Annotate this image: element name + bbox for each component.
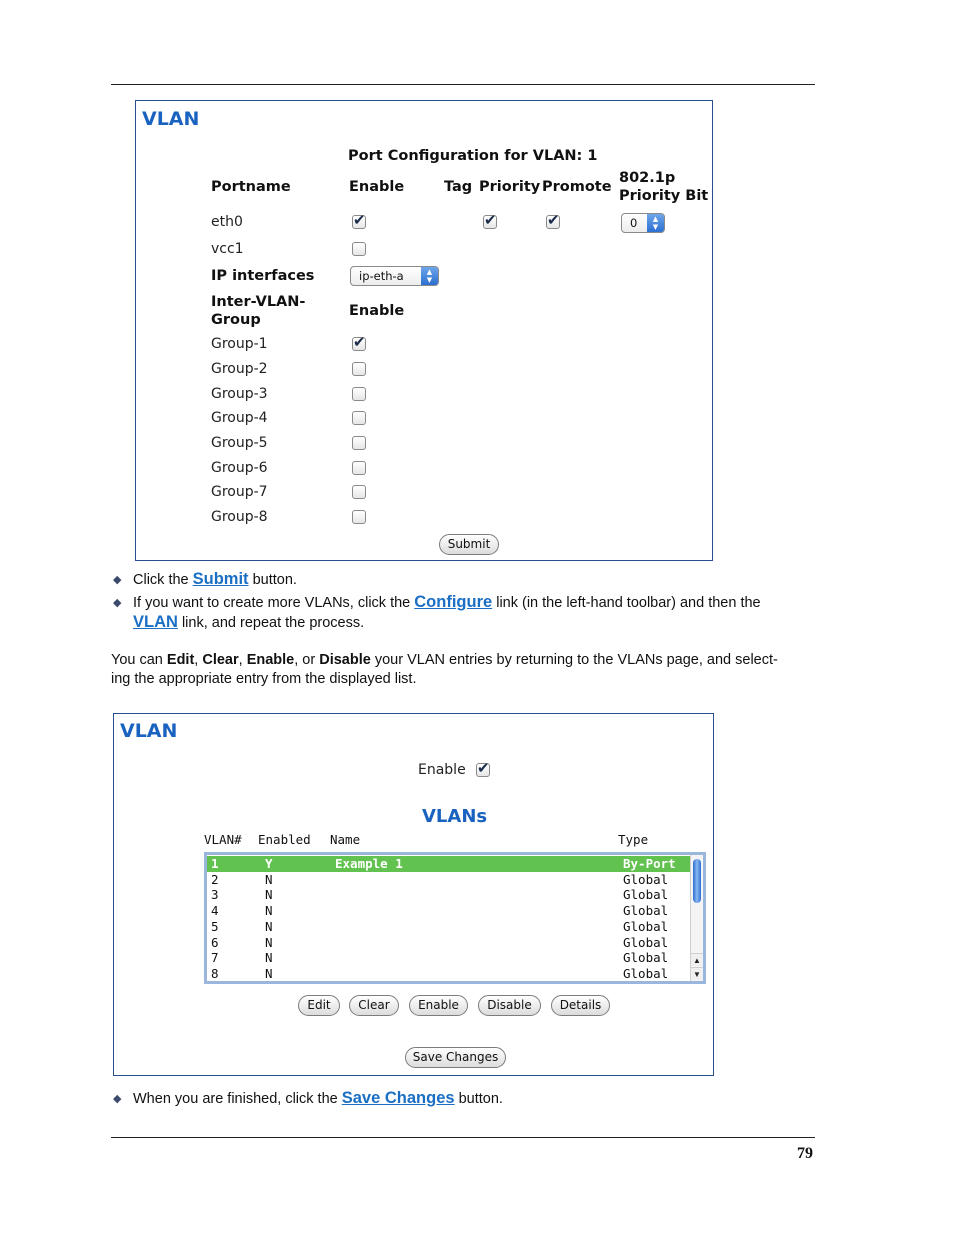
global-enable-checkbox[interactable] xyxy=(476,763,490,777)
promote-header: Promote xyxy=(542,179,612,195)
panel-title: VLAN xyxy=(142,108,200,130)
listbox-scrollbar[interactable] xyxy=(690,855,703,981)
save-changes-link[interactable]: Save Changes xyxy=(341,1089,455,1107)
enable-header: Enable xyxy=(349,179,405,195)
col-header-name: Name xyxy=(330,832,361,847)
table-row[interactable]: 8 N Global xyxy=(211,965,669,981)
scroll-down-arrow-icon[interactable]: ▼ xyxy=(691,967,703,980)
group-name: Group-6 xyxy=(211,460,268,476)
portname-header: Portname xyxy=(211,179,291,195)
group-name: Group-1 xyxy=(211,336,268,352)
vlan-port-config-panel xyxy=(135,100,713,561)
eth0-priority-bit-select[interactable] xyxy=(621,213,665,233)
ip-interfaces-label: IP interfaces xyxy=(211,268,315,284)
group-3-checkbox[interactable] xyxy=(352,387,366,401)
scroll-up-arrow-icon[interactable]: ▲ xyxy=(691,953,703,966)
vlans-list-panel xyxy=(113,713,714,1076)
vlan-link[interactable]: VLAN xyxy=(133,613,178,631)
ip-interface-select[interactable] xyxy=(350,266,439,286)
group-name: Group-3 xyxy=(211,386,268,402)
table-row[interactable]: 2 N Global xyxy=(211,871,669,887)
bottom-rule xyxy=(111,1137,815,1138)
bullet-diamond-icon: ◆ xyxy=(113,574,122,586)
group-8-checkbox[interactable] xyxy=(352,510,366,524)
group-4-checkbox[interactable] xyxy=(352,411,366,425)
edit-button[interactable]: Edit xyxy=(298,995,340,1016)
table-row[interactable]: 4 N Global xyxy=(211,903,669,919)
disable-button[interactable]: Disable xyxy=(478,995,541,1016)
group-5-checkbox[interactable] xyxy=(352,436,366,450)
updown-arrow-icon: ▲ ▼ xyxy=(647,214,664,232)
scrollbar-thumb[interactable] xyxy=(693,859,701,903)
col-header-type: Type xyxy=(618,832,649,847)
eth0-tag-checkbox[interactable] xyxy=(483,215,497,229)
bullet-submit-text: Click the Submit button. xyxy=(133,570,297,588)
clear-button[interactable]: Clear xyxy=(349,995,399,1016)
table-row[interactable]: 7 N Global xyxy=(211,950,669,966)
updown-arrow-icon: ▲ ▼ xyxy=(421,267,438,285)
submit-link[interactable]: Submit xyxy=(192,570,249,588)
bullet-save-text: When you are finished, click the Save Changes button. xyxy=(133,1089,503,1107)
vcc1-enable-checkbox[interactable] xyxy=(352,242,366,256)
group-2-checkbox[interactable] xyxy=(352,362,366,376)
bullet-configure-text-line1: If you want to create more VLANs, click the Configure link (in the left-hand toolbar) and then the xyxy=(133,593,761,611)
group-name: Group-8 xyxy=(211,509,268,525)
group-name: Group-7 xyxy=(211,484,268,500)
panel-title: VLAN xyxy=(120,720,178,742)
tag-header: Tag xyxy=(444,179,473,195)
priority-bit-header-line1: 802.1p xyxy=(619,170,676,186)
enable-button[interactable]: Enable xyxy=(409,995,468,1016)
group-name: Group-4 xyxy=(211,410,268,426)
group-6-checkbox[interactable] xyxy=(352,461,366,475)
paragraph-line1: You can Edit, Clear, Enable, or Disable your VLAN entries by returning to the VLANs page, and select- xyxy=(111,652,778,668)
priority-bit-header-line2: Priority Bit xyxy=(619,188,709,204)
details-button[interactable]: Details xyxy=(551,995,610,1016)
inter-vlan-group-header-line1: Inter-VLAN- xyxy=(211,294,306,310)
group-1-checkbox[interactable] xyxy=(352,337,366,351)
port-name-eth0: eth0 xyxy=(211,214,243,230)
priority-header: Priority xyxy=(479,179,541,195)
page-number: 79 xyxy=(797,1145,813,1162)
port-name-vcc1: vcc1 xyxy=(211,241,244,257)
port-config-heading: Port Configuration for VLAN: 1 xyxy=(348,148,598,164)
paragraph-line2: ing the appropriate entry from the displayed list. xyxy=(111,671,417,687)
configure-link[interactable]: Configure xyxy=(414,593,493,611)
group-name: Group-5 xyxy=(211,435,268,451)
vlan-listbox[interactable] xyxy=(204,852,706,984)
priority-bit-value: 0 xyxy=(630,216,638,230)
global-enable-label: Enable xyxy=(418,762,466,778)
col-header-enabled: Enabled xyxy=(258,832,311,847)
table-row[interactable]: 1 Y Example 1 By-Port xyxy=(207,856,691,872)
group-enable-header: Enable xyxy=(349,303,405,319)
bullet-diamond-icon: ◆ xyxy=(113,597,122,609)
table-row[interactable]: 5 N Global xyxy=(211,918,669,934)
group-7-checkbox[interactable] xyxy=(352,485,366,499)
inter-vlan-group-header-line2: Group xyxy=(211,312,261,328)
ip-interface-value: ip-eth-a xyxy=(359,269,404,283)
save-changes-button[interactable]: Save Changes xyxy=(405,1047,506,1068)
table-row[interactable]: 6 N Global xyxy=(211,934,669,950)
group-name: Group-2 xyxy=(211,361,268,377)
eth0-enable-checkbox[interactable] xyxy=(352,215,366,229)
eth0-promote-checkbox[interactable] xyxy=(546,215,560,229)
bullet-configure-text-line2: VLAN link, and repeat the process. xyxy=(133,613,365,631)
bullet-diamond-icon: ◆ xyxy=(113,1093,122,1105)
vlans-heading: VLANs xyxy=(422,806,488,827)
submit-button[interactable]: Submit xyxy=(439,534,499,555)
top-rule xyxy=(111,84,815,85)
table-row[interactable]: 3 N Global xyxy=(211,887,669,903)
col-header-vlan: VLAN# xyxy=(204,832,242,847)
